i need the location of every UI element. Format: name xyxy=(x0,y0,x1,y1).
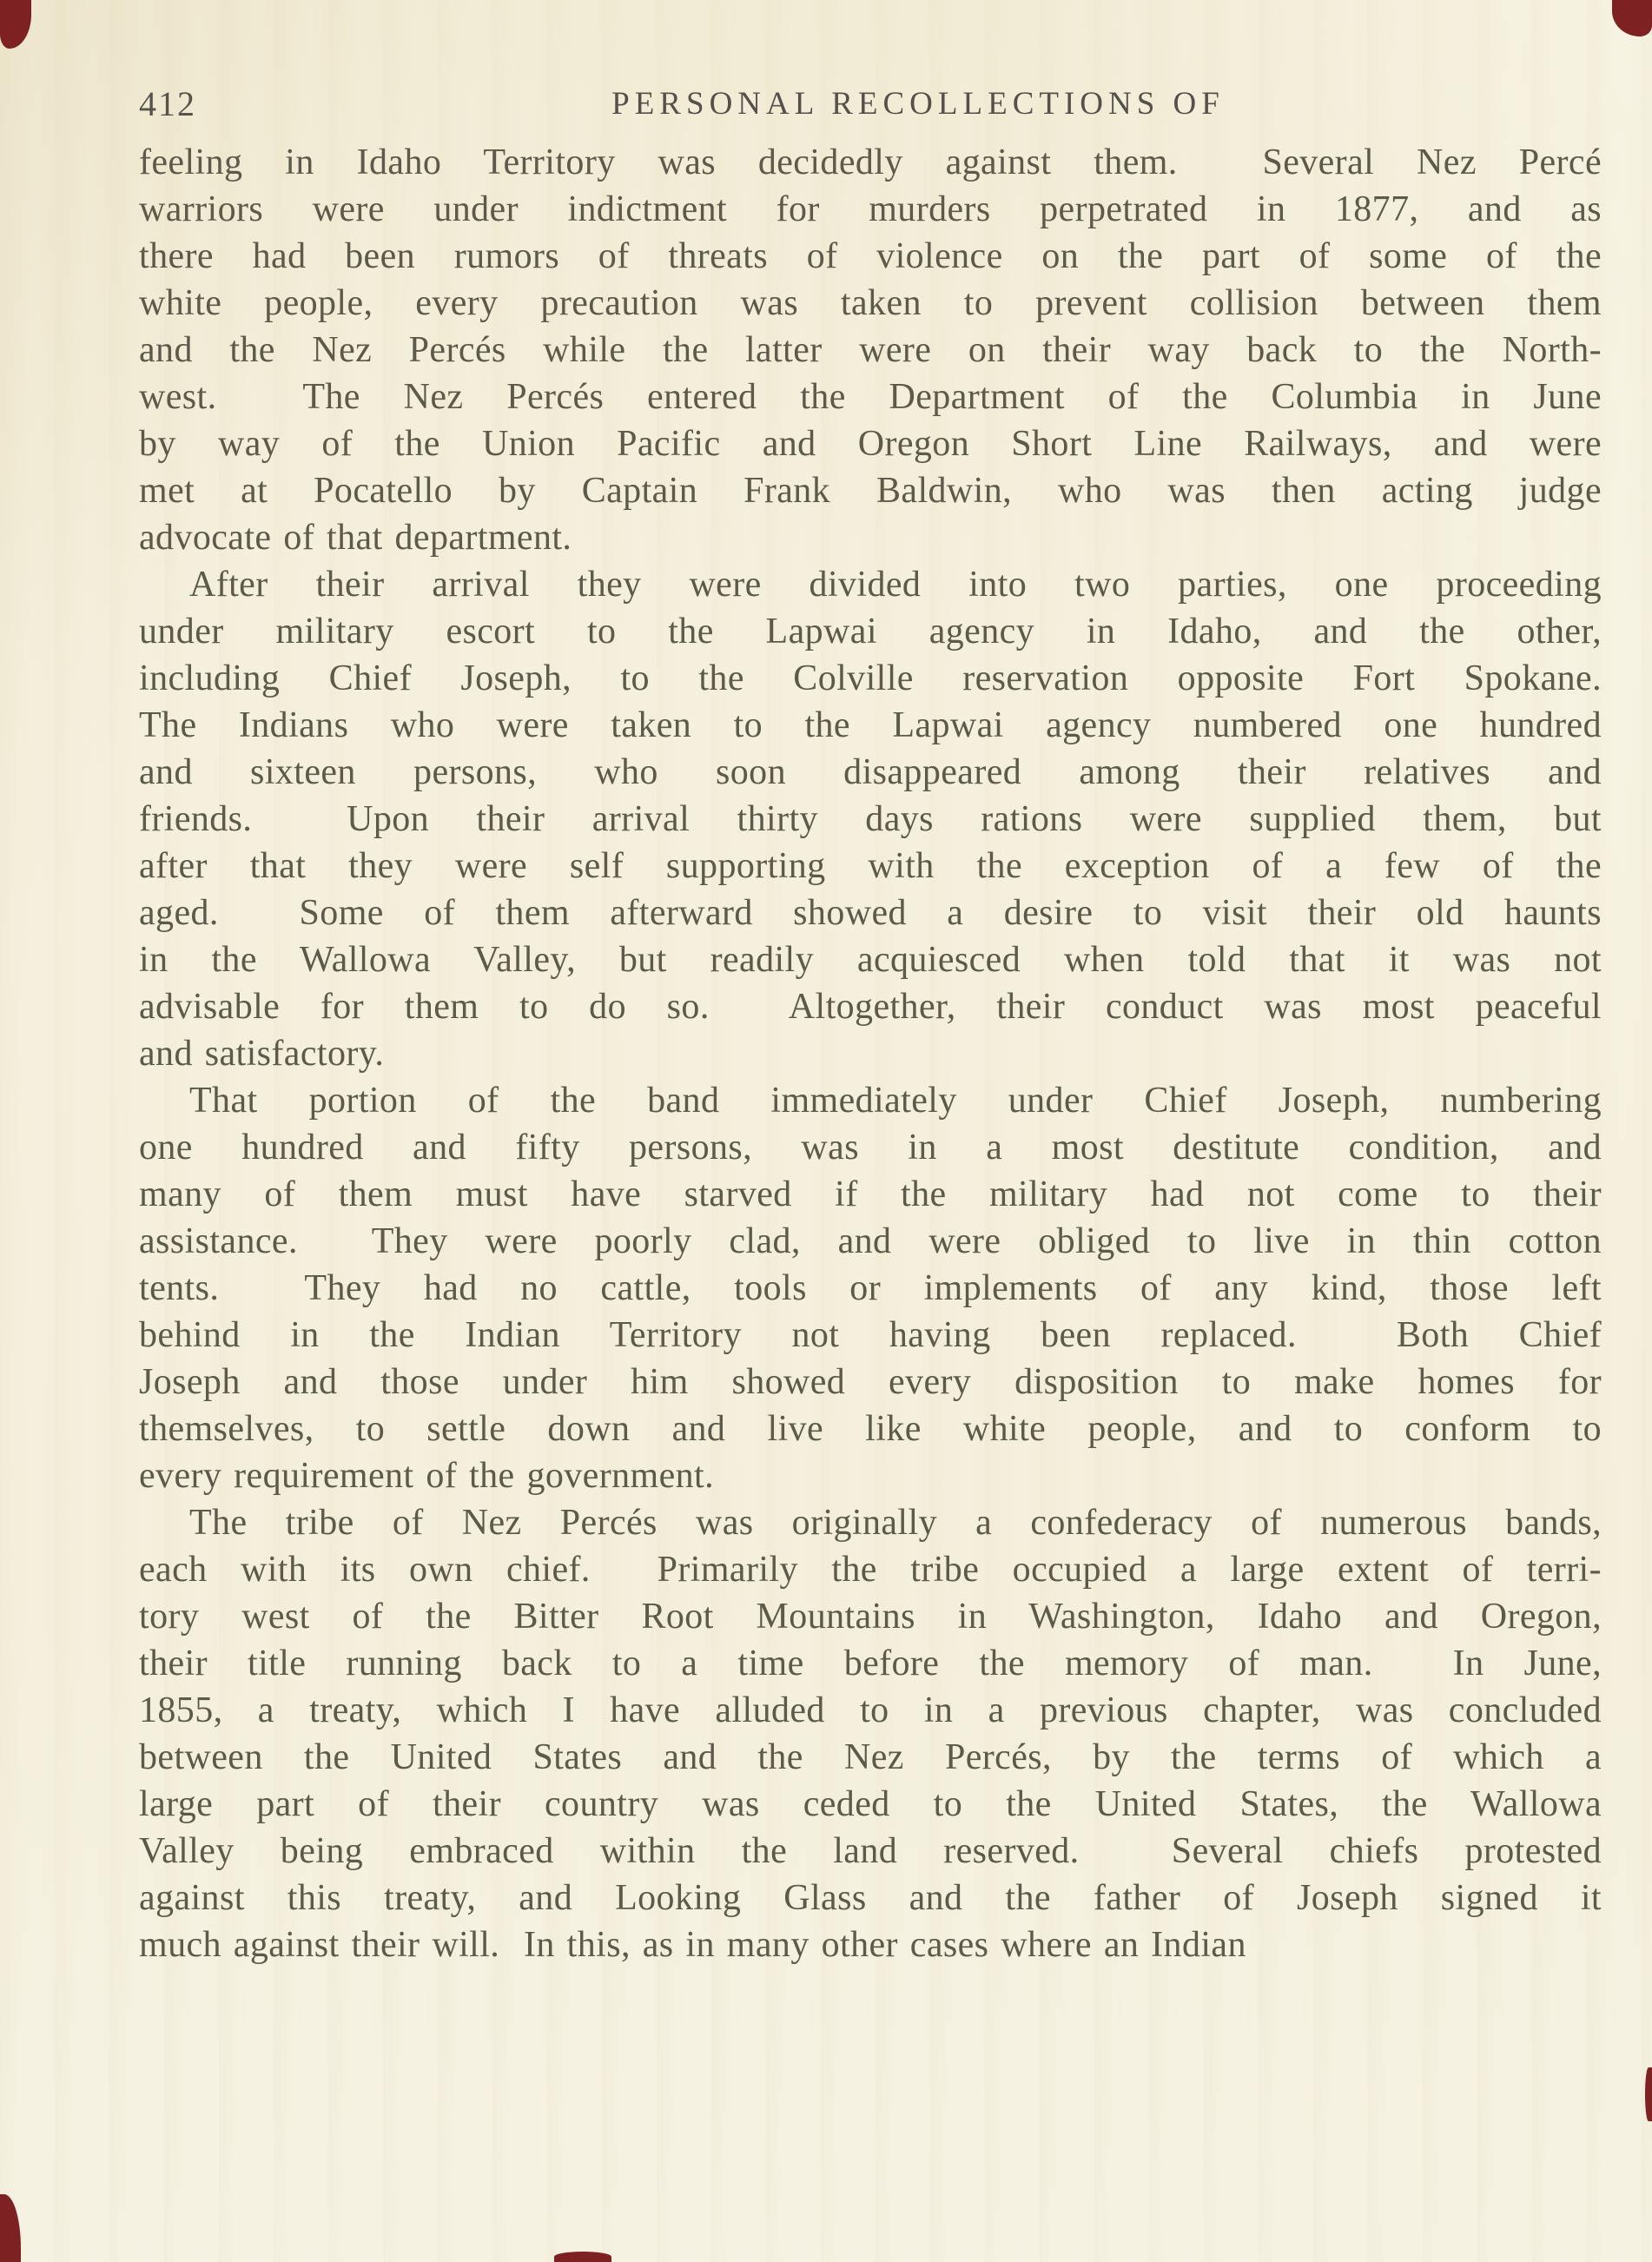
text-line: under military escort to the Lapwai agency in Idaho, and the other, xyxy=(139,612,1602,651)
text-line: The Indians who were taken to the Lapwai agency numbered one hundred xyxy=(139,705,1602,745)
text-line: there had been rumors of threats of violence on the part of some of the xyxy=(139,236,1602,276)
text-line: behind in the Indian Territory not having been replaced. Both Chief xyxy=(139,1315,1602,1355)
running-header: PERSONAL RECOLLECTIONS OF xyxy=(611,86,1225,122)
text-line: much against their will. In this, as in many other cases where an Indian xyxy=(139,1925,1246,1965)
text-line: including Chief Joseph, to the Colville reservation opposite Fort Spokane. xyxy=(139,658,1602,698)
text-line: advocate of that department. xyxy=(139,518,572,558)
text-line: met at Pocatello by Captain Frank Baldwin, who was then acting judge xyxy=(139,471,1602,511)
text-line: aged. Some of them afterward showed a desire to visit their old haunts xyxy=(139,893,1602,933)
text-line: each with its own chief. Primarily the tribe occupied a large extent of terri- xyxy=(139,1550,1602,1590)
text-line: and sixteen persons, who soon disappeared among their relatives and xyxy=(139,752,1602,792)
text-line: large part of their country was ceded to the United States, the Wallowa xyxy=(139,1784,1602,1824)
text-line: tents. They had no cattle, tools or implements of any kind, those left xyxy=(139,1268,1602,1308)
text-line: 1855, a treaty, which I have alluded to in a previous chapter, was concluded xyxy=(139,1690,1602,1730)
text-line: Joseph and those under him showed every disposition to make homes for xyxy=(139,1362,1602,1402)
text-line: and the Nez Percés while the latter were on their way back to the North- xyxy=(139,330,1602,370)
text-line: assistance. They were poorly clad, and were obliged to live in thin cotton xyxy=(139,1221,1602,1261)
text-line: themselves, to settle down and live like white people, and to conform to xyxy=(139,1409,1602,1449)
page-header xyxy=(139,83,1602,125)
text-line: their title running back to a time before the memory of man. In June, xyxy=(139,1644,1602,1683)
text-line: friends. Upon their arrival thirty days rations were supplied them, but xyxy=(139,799,1602,839)
text-line: against this treaty, and Looking Glass and the father of Joseph signed it xyxy=(139,1878,1602,1918)
text-line: many of them must have starved if the military had not come to their xyxy=(139,1174,1602,1214)
text-line: Valley being embraced within the land reserved. Several chiefs protested xyxy=(139,1831,1602,1871)
text-line: between the United States and the Nez Percés, by the terms of which a xyxy=(139,1737,1602,1777)
text-line: tory west of the Bitter Root Mountains in Washington, Idaho and Oregon, xyxy=(139,1597,1602,1637)
text-line: after that they were self supporting with the exception of a few of the xyxy=(139,846,1602,886)
paragraph xyxy=(139,561,1602,1077)
paragraph xyxy=(139,1077,1602,1499)
text-line: warriors were under indictment for murders perpetrated in 1877, and as xyxy=(139,189,1602,229)
text-line: west. The Nez Percés entered the Department of the Columbia in June xyxy=(139,377,1602,417)
text-line: After their arrival they were divided into two parties, one proceeding xyxy=(189,565,1602,605)
page-body xyxy=(139,139,1602,1968)
text-line: by way of the Union Pacific and Oregon Short Line Railways, and were xyxy=(139,424,1602,464)
text-line: in the Wallowa Valley, but readily acquiesced when told that it was not xyxy=(139,940,1602,980)
paragraph xyxy=(139,139,1602,561)
text-line: The tribe of Nez Percés was originally a confederacy of numerous bands, xyxy=(189,1503,1602,1543)
text-line: feeling in Idaho Territory was decidedly against them. Several Nez Percé xyxy=(139,142,1602,182)
text-line: advisable for them to do so. Altogether, their conduct was most peaceful xyxy=(139,987,1602,1027)
text-line: and satisfactory. xyxy=(139,1034,385,1074)
text-line: white people, every precaution was taken to prevent collision between them xyxy=(139,283,1602,323)
text-line: one hundred and fifty persons, was in a most destitute condition, and xyxy=(139,1128,1602,1167)
paragraph xyxy=(139,1499,1602,1968)
text-line: every requirement of the government. xyxy=(139,1456,714,1496)
page-number: 412 xyxy=(139,84,196,123)
text-line: That portion of the band immediately under Chief Joseph, numbering xyxy=(189,1081,1602,1121)
